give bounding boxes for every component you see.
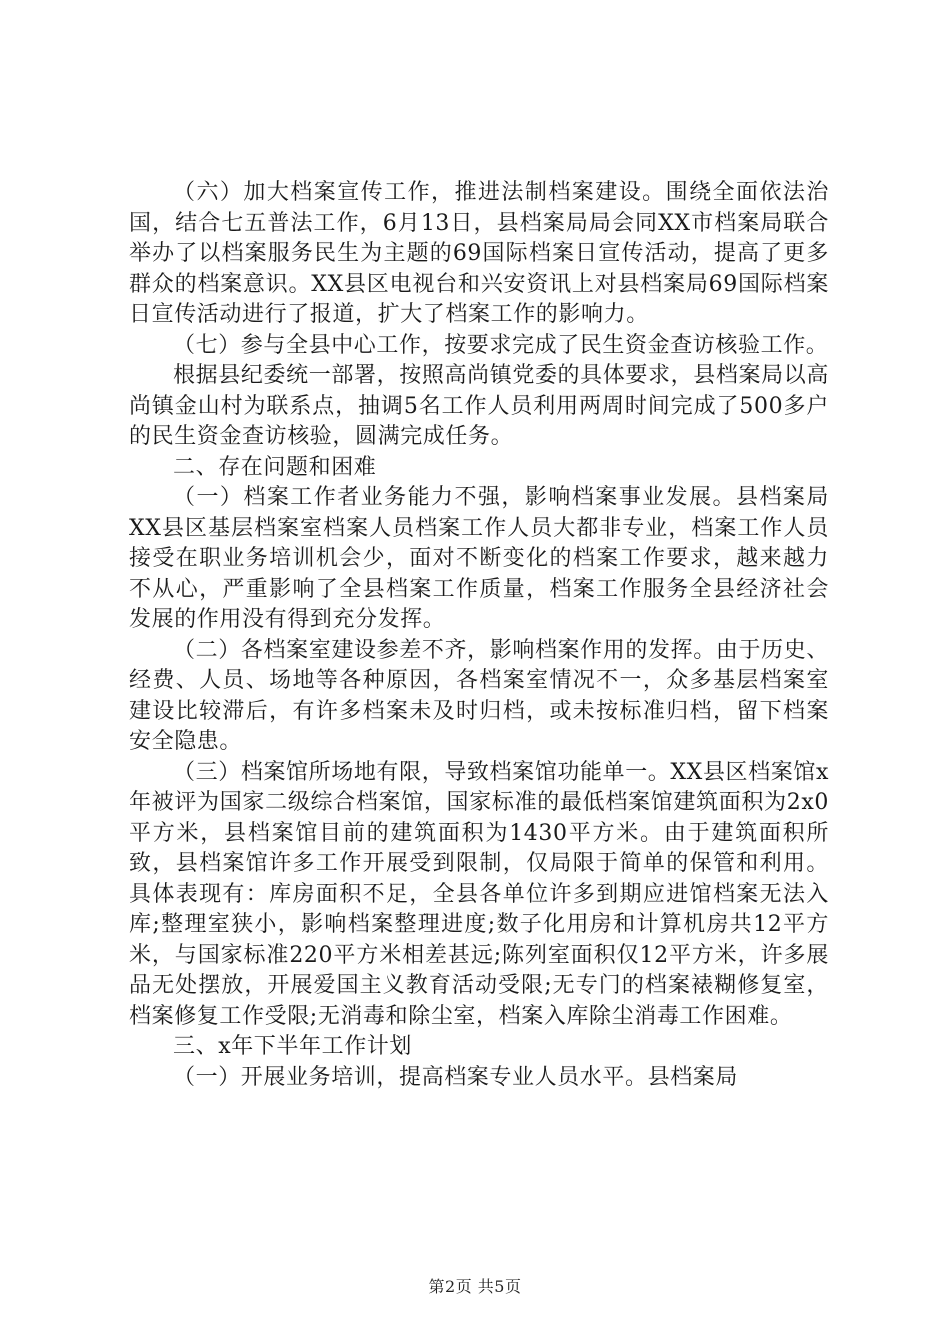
paragraph-plan-1: （一）开展业务培训，提高档案专业人员水平。县档案局 — [173, 1064, 739, 1090]
paragraph-problem-1: （一）档案工作者业务能力不强，影响档案事业发展。县档案局XX县区基层档案室档案人员档案工作人员大都非专业，档案工作人员接受在职业务培训机会少，面对不断变化的档案工作要求，越来越力不从心，严重影响了全县档案工作质量，档案工作服务全县经济社会发展的作用没有得到充分发挥。 — [129, 485, 829, 632]
paragraph-problem-3: （三）档案馆所场地有限，导致档案馆功能单一。XX县区档案馆x年被评为国家二级综合档案馆，国家标准的最低档案馆建筑面积为2x0平方米，县档案馆目前的建筑面积为1430平方米。由于建筑面积所致，县档案馆许多工作开展受到限制，仅局限于简单的保管和利用。具体表现有：库房面积不足，全县各单位许多到期应进馆档案无法入库;整理室狭小，影响档案整理进度;数子化用房和计算机房共12平方米，与国家标准220平方米相差甚远;陈列室面积仅12平方米，许多展品无处摆放，开展爱国主义教育活动受限;无专门的档案裱糊修复室，档案修复工作受限;无消毒和除尘室，档案入库除尘消毒工作困难。 — [129, 759, 829, 1029]
document-body — [129, 178, 829, 1093]
section-heading-plan: 三、x年下半年工作计划 — [173, 1034, 413, 1059]
paragraph-verification: 根据县纪委统一部署，按照高尚镇党委的具体要求，县档案局以高尚镇金山村为联系点，抽调5名工作人员利用两周时间完成了500多户的民生资金查访核验，圆满完成任务。 — [129, 363, 829, 449]
section-heading-problems: 二、存在问题和困难 — [173, 454, 377, 480]
paragraph-problem-2: （二）各档案室建设参差不齐，影响档案作用的发挥。由于历史、经费、人员、场地等各种原因，各档案室情况不一，众多基层档案室建设比较滞后，有许多档案未及时归档，或未按标准归档，留下档案安全隐患。 — [129, 637, 829, 754]
page-number-footer: 第2页 共5页 — [428, 1277, 522, 1296]
paragraph-publicity-work: （六）加大档案宣传工作，推进法制档案建设。围绕全面依法治国，结合七五普法工作，6月13日，县档案局局会同XX市档案局联合举办了以档案服务民生为主题的69国际档案日宣传活动，提高了更多群众的档案意识。XX县区电视台和兴安资讯上对县档案局69国际档案日宣传活动进行了报道，扩大了档案工作的影响力。 — [129, 180, 829, 327]
paragraph-central-work: （七）参与全县中心工作，按要求完成了民生资金查访核验工作。 — [173, 332, 829, 358]
